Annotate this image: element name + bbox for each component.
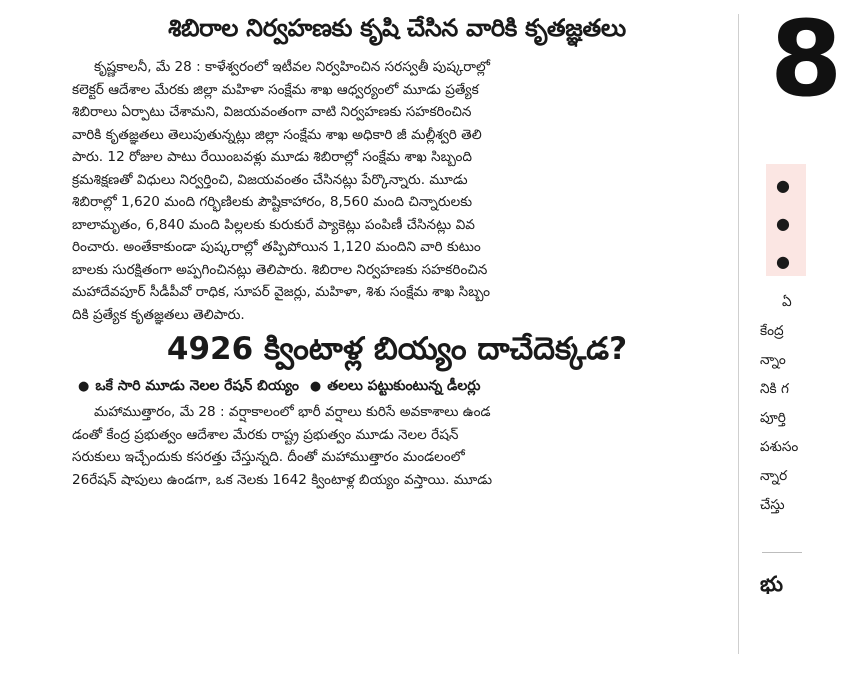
article-1-line: వారికి కృతజ్ఞతలు తెలుపుతున్నట్లు జిల్లా సంక్షేమ శాఖ అధికారి జీ మల్లీశ్వరి తెలి <box>72 126 482 143</box>
bullet-dot-icon: ● <box>776 252 790 271</box>
right-text-fragment: పూర్తి <box>760 410 786 426</box>
article-2-line: 26రేషన్ షాపులు ఉండగా, ఒక నెలకు 1642 క్వింటాళ్ల బియ్యం వస్తాయి. మూడు <box>72 471 493 488</box>
left-column <box>72 6 722 491</box>
article-2-body <box>72 401 722 491</box>
article-2-line: సరుకులు ఇచ్చేందుకు కసరత్తు చేస్తున్నది. దీంతో మహాముత్తారం మండలంలో <box>72 449 465 465</box>
article-1-line: శిబిరాలు ఏర్పాటు చేశామని, విజయవంతంగా వాటి నిర్వహణకు సహకరించిన <box>72 104 472 120</box>
column-divider <box>738 14 739 654</box>
article-2-subheadline <box>72 374 722 399</box>
right-text-fragment: చేస్తు <box>760 497 785 513</box>
bullet-dot-icon: ● <box>776 214 790 233</box>
article-1-line: క్రమశిక్షణతో విధులు నిర్వర్తించి, విజయవంతం చేసినట్లు పేర్కొన్నారు. మూడు <box>72 171 468 188</box>
article-1-body <box>72 56 722 326</box>
article-1-line: రించారు. అంతేకాకుండా పుష్కరాల్లో తప్పిపోయిన 1,120 మందిని వారి కుటుం <box>72 239 481 255</box>
big-numeral: 8 <box>770 0 842 120</box>
right-heading-fragment: భు <box>760 572 784 596</box>
article-2-line: డంతో కేంద్ర ప్రభుత్వం ఆదేశాల మేరకు రాష్ట్ర ప్రభుత్వం మూడు నెలల రేషన్ <box>72 426 459 443</box>
right-text-fragment: న్నార <box>760 468 788 484</box>
bullet-dot-icon: ● <box>309 379 322 394</box>
right-text-fragment: పశుసం <box>760 439 799 455</box>
article-1-line: శిబిరాల్లో 1,620 మంది గర్భిణిలకు పౌష్టికాహారం, 8,560 మంది చిన్నారులకు <box>72 194 473 210</box>
right-column <box>752 0 842 674</box>
right-text-fragment: కేంద్ర <box>760 323 784 339</box>
right-text-fragment: నికి గ <box>760 381 789 397</box>
article-2-bullet-2: తలలు పట్టుకుంటున్న డీలర్లు <box>327 378 481 394</box>
article-1-line: దికి ప్రత్యేక కృతజ్ఞతలు తెలిపారు. <box>72 306 245 323</box>
article-1-line: బాలకు సురక్షితంగా అప్పగించినట్లు తెలిపారు. శిబిరాల నిర్వహణకు సహకరించిన <box>72 261 488 278</box>
article-2-line: మహాముత్తారం, మే 28 : వర్షాకాలంలో భారీ వర్షాలు కురిసే అవకాశాలు ఉండ <box>94 404 491 420</box>
article-1-line: కలెక్టర్ ఆదేశాల మేరకు జిల్లా మహిళా సంక్షేమ శాఖ ఆధ్వర్యంలో మూడు ప్రత్యేక <box>72 81 479 98</box>
article-1-line: బాలామృతం, 6,840 మంది పిల్లలకు కురుకురే ప్యాకెట్లు పంపిణీ చేసినట్లు వివ <box>72 216 475 233</box>
right-separator <box>762 552 802 553</box>
bullet-dot-icon: ● <box>78 379 90 394</box>
bullet-dot-icon: ● <box>776 176 790 195</box>
article-1-line: మహాదేవపూర్ సీడీపీవో రాధిక, సూపర్ వైజర్లు, మహిళా, శిశు సంక్షేమ శాఖ సిబ్బం <box>72 284 490 300</box>
right-text-fragment: ఏ <box>782 294 792 310</box>
article-1-headline: శిబిరాల నిర్వహణకు కృషి చేసిన వారికి కృతజ్ఞతలు <box>168 14 626 42</box>
article-2-headline: 4926 క్వింటాళ్ల బియ్యం దాచేదెక్కడ? <box>166 331 628 367</box>
article-1-line: పారు. 12 రోజుల పాటు రేయింబవళ్లు మూడు శిబిరాల్లో సంక్షేమ శాఖ సిబ్బంది <box>72 149 472 165</box>
article-2-bullet-1: ఒకే సారి మూడు నెలల రేషన్ బియ్యం <box>95 378 299 394</box>
article-1-line: కృష్ణకాలనీ, మే 28 : కాళేశ్వరంలో ఇటీవల నిర్వహించిన సరస్వతీ పుష్కరాల్లో <box>94 59 491 75</box>
right-text-fragment: న్నాం <box>760 352 786 368</box>
